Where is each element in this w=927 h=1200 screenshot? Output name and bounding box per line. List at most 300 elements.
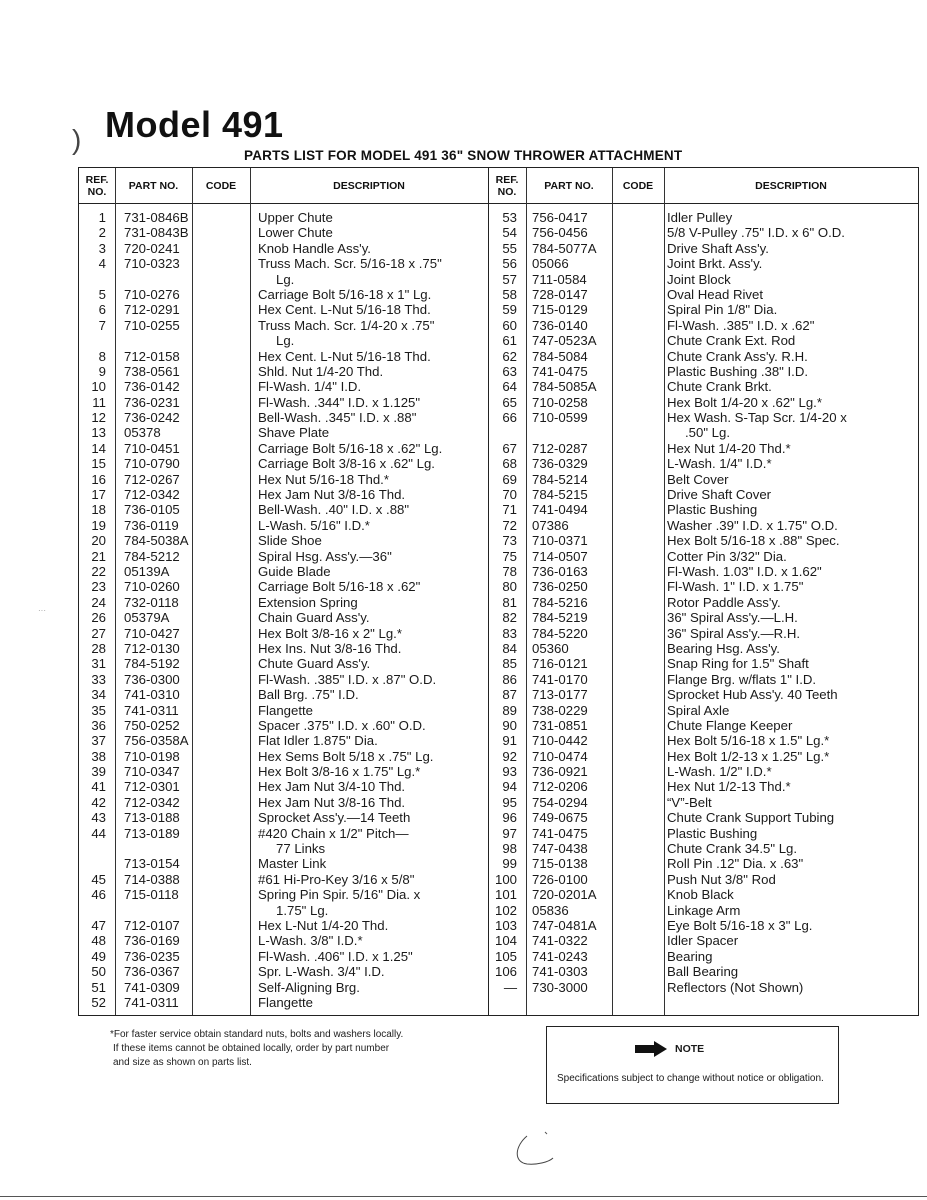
part-no: 710-0371	[532, 533, 588, 549]
ref-no: 36	[91, 717, 106, 733]
table-row	[79, 749, 488, 764]
bottom-rule	[0, 1196, 927, 1197]
ref-no: 82	[502, 610, 517, 626]
table-row	[79, 333, 488, 348]
ref-no: 101	[494, 887, 517, 903]
ref-no: 48	[91, 933, 106, 949]
ref-no: 97	[502, 825, 517, 841]
table-row	[79, 641, 488, 656]
description: Flangette	[258, 994, 313, 1010]
part-no: 05360	[532, 640, 569, 656]
part-no: 710-0347	[124, 764, 180, 780]
table-row	[488, 533, 918, 548]
header-ref-no: REF. NO.	[85, 173, 109, 198]
table-row	[488, 949, 918, 964]
ref-no: 49	[91, 948, 106, 964]
part-no: 736-0105	[124, 502, 180, 518]
description: Hex Bolt 3/8-16 x 2" Lg.*	[258, 625, 402, 641]
ref-no: 71	[502, 502, 517, 518]
scan-scribble-mark	[505, 1128, 565, 1178]
ref-no: 70	[502, 487, 517, 503]
table-row	[79, 533, 488, 548]
table-row	[488, 872, 918, 887]
description: Self-Aligning Brg.	[258, 979, 360, 995]
description: Hex Nut 1/4-20 Thd.*	[667, 440, 791, 456]
description: #420 Chain x 1/2" Pitch—	[258, 825, 409, 841]
part-no: 736-0250	[532, 579, 588, 595]
part-no: 784-5084	[532, 348, 588, 364]
table-row	[488, 933, 918, 948]
table-header	[488, 168, 918, 204]
table-row	[488, 980, 918, 995]
description: Carriage Bolt 5/16-18 x .62" Lg.	[258, 440, 443, 456]
footnote-line: If these items cannot be obtained locally, order by part number	[113, 1043, 390, 1054]
description: Spiral Axle	[667, 702, 730, 718]
part-no: 736-0300	[124, 671, 180, 687]
description: Hex Bolt 1/4-20 x .62" Lg.*	[667, 394, 822, 410]
part-no: 728-0147	[532, 286, 588, 302]
description: Lg.	[276, 271, 295, 287]
description: Flat Idler 1.875" Dia.	[258, 733, 378, 749]
part-no: 715-0118	[124, 887, 179, 903]
table-row	[488, 856, 918, 871]
part-no: 715-0129	[532, 302, 588, 318]
ref-no: 89	[502, 702, 517, 718]
table-row	[79, 887, 488, 902]
part-no: 784-5219	[532, 610, 588, 626]
table-row	[79, 225, 488, 240]
ref-no: 39	[91, 764, 106, 780]
part-no: 784-5215	[532, 487, 588, 503]
table-row	[488, 333, 918, 348]
description: Chute Flange Keeper	[667, 717, 793, 733]
part-no: 747-0481A	[532, 917, 597, 933]
header-description: DESCRIPTION	[333, 179, 405, 192]
description: Hex Bolt 5/16-18 x .88" Spec.	[667, 533, 840, 549]
ref-no: 9	[98, 363, 106, 379]
ref-no: 42	[91, 794, 106, 810]
ref-no: 53	[502, 210, 517, 225]
part-no: 741-0310	[124, 687, 180, 703]
ref-no: 2	[98, 225, 106, 241]
ref-no: 99	[502, 856, 517, 872]
table-row	[79, 441, 488, 456]
part-no: 713-0189	[124, 825, 180, 841]
part-no: 711-0584	[532, 271, 587, 287]
table-row	[488, 656, 918, 671]
description: Lg.	[276, 333, 295, 349]
table-row	[488, 318, 918, 333]
table-row	[79, 272, 488, 287]
table-row	[79, 256, 488, 271]
description: Hex Sems Bolt 5/18 x .75" Lg.	[258, 748, 434, 764]
left-rows	[79, 210, 488, 1010]
table-row	[488, 733, 918, 748]
table-row	[79, 703, 488, 718]
table-row	[488, 256, 918, 271]
ref-no: 24	[91, 594, 106, 610]
ref-no: 28	[91, 640, 106, 656]
ref-no: 103	[494, 917, 517, 933]
table-row	[79, 472, 488, 487]
table-row	[79, 395, 488, 410]
table-row	[79, 856, 488, 871]
description: Spring Pin Spir. 5/16" Dia. x	[258, 887, 421, 903]
table-row	[488, 487, 918, 502]
table-row	[79, 518, 488, 533]
ref-no: 91	[502, 733, 517, 749]
ref-no: 69	[502, 471, 517, 487]
description: Bearing Hsg. Ass'y.	[667, 640, 780, 656]
ref-no: 85	[502, 656, 517, 672]
ref-no: 34	[91, 687, 106, 703]
description: Spr. L-Wash. 3/4" I.D.	[258, 964, 385, 980]
description: Joint Block	[667, 271, 731, 287]
table-row	[488, 225, 918, 240]
ref-no: 47	[91, 917, 106, 933]
part-no: 736-0231	[124, 394, 180, 410]
part-no: 710-0442	[532, 733, 588, 749]
ref-no: 4	[98, 256, 106, 272]
part-no: 05836	[532, 902, 569, 918]
description: Hex Nut 1/2-13 Thd.*	[667, 779, 791, 795]
ref-no: 56	[502, 256, 517, 272]
right-rows	[488, 210, 918, 995]
table-row	[79, 302, 488, 317]
description: Hex Jam Nut 3/8-16 Thd.	[258, 487, 406, 503]
description: Drive Shaft Cover	[667, 487, 772, 503]
description: Idler Spacer	[667, 933, 739, 949]
description: Fl-Wash. .344" I.D. x 1.125"	[258, 394, 421, 410]
ref-no: 43	[91, 810, 106, 826]
table-row	[79, 949, 488, 964]
table-row	[79, 826, 488, 841]
part-no: 741-0322	[532, 933, 588, 949]
part-no: 784-5077A	[532, 240, 597, 256]
ref-no: 8	[98, 348, 106, 364]
part-no: 712-0107	[124, 917, 180, 933]
description: L-Wash. 1/4" I.D.*	[667, 456, 772, 472]
header-part-no: PART NO.	[544, 179, 594, 192]
ref-no: 81	[502, 594, 517, 610]
ref-no: 50	[91, 964, 106, 980]
table-row	[488, 764, 918, 779]
table-row	[79, 656, 488, 671]
table-row	[488, 903, 918, 918]
description: Bearing	[667, 948, 713, 964]
ref-no: 63	[502, 363, 517, 379]
table-row	[79, 349, 488, 364]
table-row	[488, 964, 918, 979]
part-no: 05066	[532, 256, 569, 272]
table-row	[79, 379, 488, 394]
ref-no: 83	[502, 625, 517, 641]
ref-no: 55	[502, 240, 517, 256]
header-part-no: PART NO.	[128, 179, 179, 192]
description: Washer .39" I.D. x 1.75" O.D.	[667, 517, 838, 533]
ref-no: 41	[91, 779, 106, 795]
ref-no: 17	[91, 487, 106, 503]
description: Fl-Wash. 1/4" I.D.	[258, 379, 362, 395]
part-no: 726-0100	[532, 871, 588, 887]
description: Plastic Bushing	[667, 502, 758, 518]
parts-table-left	[79, 168, 488, 1015]
part-no: 715-0138	[532, 856, 588, 872]
table-header	[79, 168, 488, 204]
part-no: 741-0311	[124, 994, 179, 1010]
ref-no: 22	[91, 563, 106, 579]
ref-no: 62	[502, 348, 517, 364]
table-row	[79, 579, 488, 594]
description: Bell-Wash. .345" I.D. x .88"	[258, 410, 417, 426]
table-row	[488, 441, 918, 456]
part-no: 710-0427	[124, 625, 180, 641]
part-no: 784-5085A	[532, 379, 597, 395]
ref-no: 87	[502, 687, 517, 703]
part-no: 784-5220	[532, 625, 588, 641]
part-no: 756-0358A	[124, 733, 189, 749]
table-row	[79, 241, 488, 256]
part-no: 731-0843B	[124, 225, 189, 241]
description: Shld. Nut 1/4-20 Thd.	[258, 363, 384, 379]
description: Spacer .375" I.D. x .60" O.D.	[258, 717, 426, 733]
model-title: Model 491	[105, 104, 284, 145]
table-row	[79, 779, 488, 794]
description: Plastic Bushing .38" I.D.	[667, 363, 809, 379]
description: Linkage Arm	[667, 902, 741, 918]
part-no: 736-0921	[532, 764, 588, 780]
part-no: 747-0523A	[532, 333, 597, 349]
part-no: 713-0177	[532, 687, 588, 703]
table-row	[488, 749, 918, 764]
ref-no: 1	[98, 210, 106, 225]
description: Hex Cent. L-Nut 5/16-18 Thd.	[258, 302, 431, 318]
table-row	[488, 379, 918, 394]
ref-no: 100	[494, 871, 517, 887]
table-row	[79, 964, 488, 979]
description: Hex Bolt 1/2-13 x 1.25" Lg.*	[667, 748, 830, 764]
part-no: 754-0294	[532, 794, 588, 810]
description: Chute Crank Support Tubing	[667, 810, 835, 826]
footnote-line: *For faster service obtain standard nuts, bolts and washers locally.	[110, 1029, 404, 1040]
description: Hex L-Nut 1/4-20 Thd.	[258, 917, 389, 933]
ref-no: 3	[98, 240, 106, 256]
table-row	[79, 841, 488, 856]
description: Flangette	[258, 702, 313, 718]
table-row	[488, 610, 918, 625]
ref-no: 60	[502, 317, 517, 333]
table-row	[488, 779, 918, 794]
table-row	[488, 595, 918, 610]
description: Fl-Wash. .385" I.D. x .62"	[667, 317, 815, 333]
description: Slide Shoe	[258, 533, 322, 549]
part-no: 716-0121	[532, 656, 588, 672]
table-row	[79, 903, 488, 918]
ref-no: 14	[91, 440, 106, 456]
description: Spiral Hsg. Ass'y.—36"	[258, 548, 392, 564]
description: L-Wash. 3/8" I.D.*	[258, 933, 363, 949]
table-row	[79, 595, 488, 610]
part-no: 712-0130	[124, 640, 180, 656]
description: Truss Mach. Scr. 1/4-20 x .75"	[258, 317, 435, 333]
description: Master Link	[258, 856, 327, 872]
description: 1.75" Lg.	[276, 902, 329, 918]
ref-no: 67	[502, 440, 517, 456]
description: Spiral Pin 1/8" Dia.	[667, 302, 778, 318]
table-row	[488, 810, 918, 825]
table-row	[79, 626, 488, 641]
ref-no: 64	[502, 379, 517, 395]
part-no: 756-0417	[532, 210, 588, 225]
part-no: 710-0790	[124, 456, 180, 472]
description: Chute Guard Ass'y.	[258, 656, 371, 672]
description: Hex Ins. Nut 3/8-16 Thd.	[258, 640, 402, 656]
table-row	[488, 302, 918, 317]
table-row	[79, 872, 488, 887]
ref-no: 94	[502, 779, 517, 795]
description: 5/8 V-Pulley .75" I.D. x 6" O.D.	[667, 225, 845, 241]
table-row	[79, 764, 488, 779]
part-no: 712-0206	[532, 779, 588, 795]
description: Hex Nut 5/16-18 Thd.*	[258, 471, 389, 487]
part-no: 712-0342	[124, 794, 180, 810]
ref-no: 86	[502, 671, 517, 687]
description: Carriage Bolt 3/8-16 x .62" Lg.	[258, 456, 435, 472]
table-row	[488, 241, 918, 256]
ref-no: 105	[494, 948, 517, 964]
ref-no: 54	[502, 225, 517, 241]
header-ref-no: REF. NO.	[495, 173, 519, 198]
part-no: 710-0474	[532, 748, 588, 764]
ref-no: 93	[502, 764, 517, 780]
part-no: 784-5216	[532, 594, 588, 610]
table-row	[488, 502, 918, 517]
table-row	[488, 349, 918, 364]
ref-no: 52	[91, 994, 106, 1010]
ref-no: 90	[502, 717, 517, 733]
description: Carriage Bolt 5/16-18 x 1" Lg.	[258, 286, 432, 302]
part-no: 730-3000	[532, 979, 588, 995]
part-no: 741-0170	[532, 671, 588, 687]
note-box	[546, 1026, 839, 1104]
part-no: 784-5214	[532, 471, 588, 487]
arrow-right-icon	[635, 1041, 667, 1057]
table-row	[488, 564, 918, 579]
part-no: 736-0329	[532, 456, 588, 472]
part-no: 784-5038A	[124, 533, 189, 549]
table-row	[79, 733, 488, 748]
part-no: 710-0258	[532, 394, 588, 410]
ref-no: 19	[91, 517, 106, 533]
ref-no: 11	[92, 394, 106, 410]
ref-no: 13	[91, 425, 106, 441]
description: Chute Crank Ext. Rod	[667, 333, 796, 349]
ref-no: 35	[91, 702, 106, 718]
description: Snap Ring for 1.5" Shaft	[667, 656, 809, 672]
table-row	[488, 687, 918, 702]
description: Fl-Wash. 1" I.D. x 1.75"	[667, 579, 804, 595]
part-no: 741-0311	[124, 702, 179, 718]
header-description: DESCRIPTION	[755, 179, 827, 192]
description: Drive Shaft Ass'y.	[667, 240, 769, 256]
table-row	[488, 887, 918, 902]
part-no: 710-0599	[532, 410, 588, 426]
ref-no: 68	[502, 456, 517, 472]
description: Hex Cent. L-Nut 5/16-18 Thd.	[258, 348, 431, 364]
description: Plastic Bushing	[667, 825, 758, 841]
table-row	[488, 641, 918, 656]
note-header	[635, 1041, 704, 1057]
part-no: 736-0142	[124, 379, 180, 395]
description: Chute Crank Brkt.	[667, 379, 772, 395]
part-no: 738-0561	[124, 363, 180, 379]
ref-no: 16	[91, 471, 106, 487]
margin-bracket-mark: )	[72, 124, 82, 155]
description: Lower Chute	[258, 225, 333, 241]
part-no: 712-0158	[124, 348, 180, 364]
part-no: 712-0287	[532, 440, 588, 456]
table-row	[79, 287, 488, 302]
ref-no: 98	[502, 841, 517, 857]
ref-no: 15	[91, 456, 106, 472]
table-row	[488, 364, 918, 379]
part-no: 712-0291	[124, 302, 180, 318]
part-no: 710-0451	[124, 440, 180, 456]
table-row	[488, 626, 918, 641]
ref-no: 37	[91, 733, 106, 749]
ref-no: 7	[98, 317, 106, 333]
table-row	[79, 487, 488, 502]
description: Roll Pin .12" Dia. x .63"	[667, 856, 804, 872]
description: L-Wash. 5/16" I.D.*	[258, 517, 370, 533]
description: Bell-Wash. .40" I.D. x .88"	[258, 502, 410, 518]
description: 77 Links	[276, 841, 326, 857]
part-no: 05378	[124, 425, 161, 441]
table-row	[79, 318, 488, 333]
description: Push Nut 3/8" Rod	[667, 871, 776, 887]
table-row	[79, 610, 488, 625]
table-row	[488, 518, 918, 533]
description: Chute Crank Ass'y. R.H.	[667, 348, 808, 364]
table-row	[488, 410, 918, 425]
description: Oval Head Rivet	[667, 286, 764, 302]
parts-list-subtitle: PARTS LIST FOR MODEL 491 36" SNOW THROWER ATTACHMENT	[244, 148, 683, 163]
ref-no: 58	[502, 286, 517, 302]
ref-no: 51	[91, 979, 106, 995]
description: Fl-Wash. .406" I.D. x 1.25"	[258, 948, 413, 964]
part-no: 741-0309	[124, 979, 180, 995]
ref-no: 5	[98, 286, 106, 302]
description: Ball Bearing	[667, 964, 739, 980]
part-no: 731-0846B	[124, 210, 189, 225]
description: L-Wash. 1/2" I.D.*	[667, 764, 772, 780]
description: Knob Handle Ass'y.	[258, 240, 371, 256]
part-no: 738-0229	[532, 702, 588, 718]
ref-no: 33	[91, 671, 106, 687]
ref-no: 80	[502, 579, 517, 595]
description: #61 Hi-Pro-Key 3/16 x 5/8"	[258, 871, 415, 887]
ref-no: 75	[502, 548, 517, 564]
part-no: 07386	[532, 517, 569, 533]
description: Carriage Bolt 5/16-18 x .62"	[258, 579, 421, 595]
table-row	[79, 425, 488, 440]
part-no: 710-0323	[124, 256, 180, 272]
part-no: 710-0198	[124, 748, 180, 764]
table-row	[79, 718, 488, 733]
table-row	[79, 810, 488, 825]
table-row	[79, 918, 488, 933]
table-row	[488, 795, 918, 810]
